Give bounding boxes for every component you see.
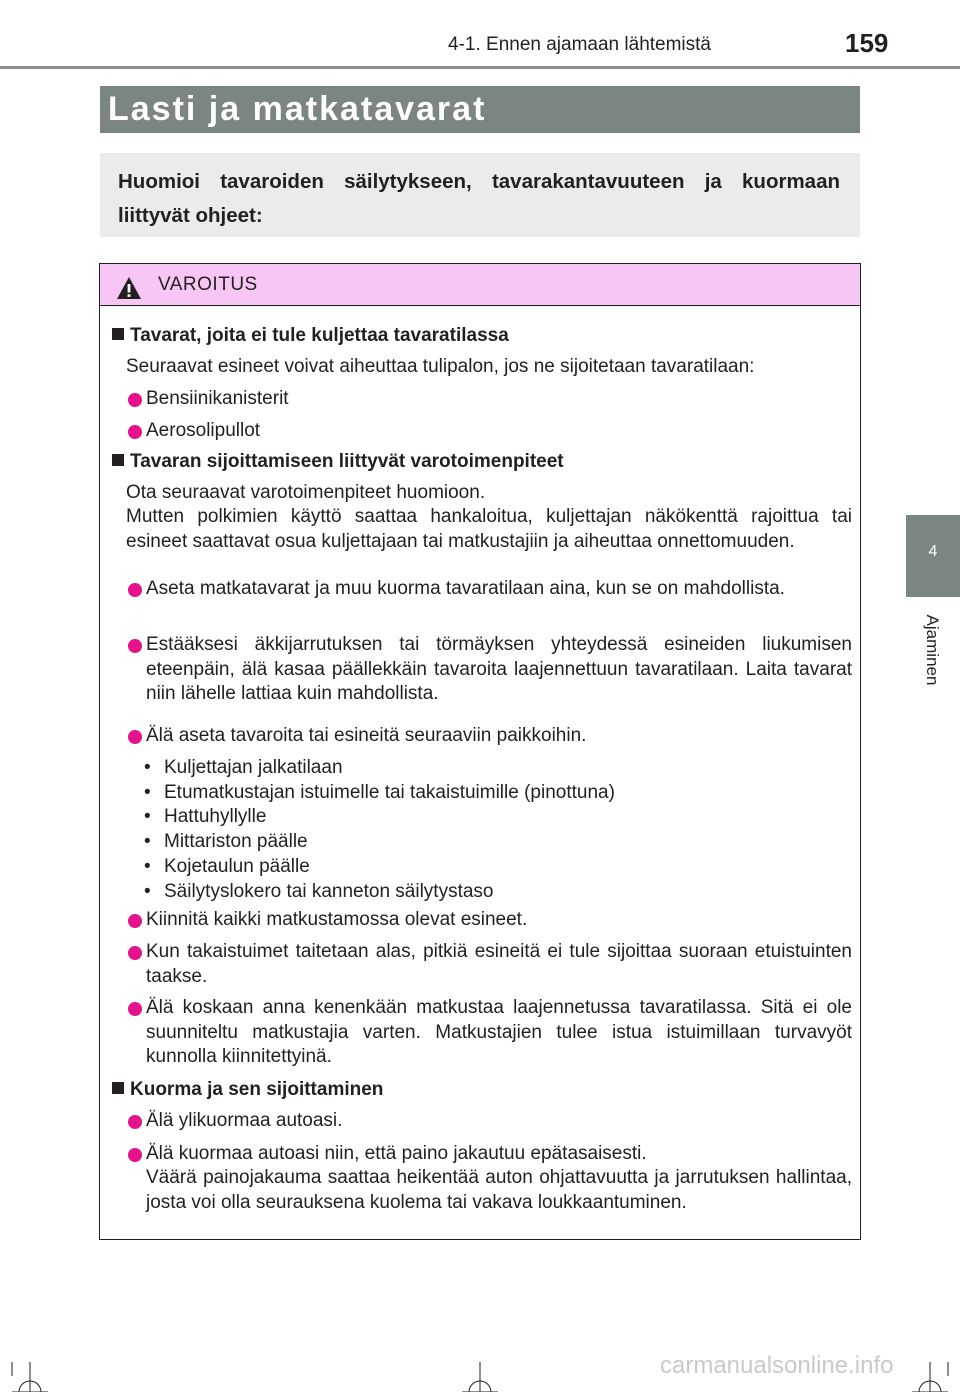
warning-bullet-text: Älä kuormaa autoasi niin, että paino jakautuu epätasaisesti. bbox=[146, 1143, 647, 1164]
warning-paragraph-text: Ota seuraavat varotoimenpiteet huomioon. bbox=[126, 482, 486, 503]
bullet-dot-icon bbox=[128, 425, 142, 439]
warning-paragraph bbox=[126, 481, 852, 506]
bullet-dot-icon bbox=[128, 1148, 142, 1162]
warning-paragraph bbox=[146, 1166, 852, 1215]
warning-sub-text: Mittariston päälle bbox=[164, 831, 308, 852]
warning-bullet-item bbox=[126, 996, 852, 1070]
warning-sub-item bbox=[144, 880, 844, 905]
warning-subheading bbox=[112, 450, 852, 475]
warning-sub-text: Kuljettajan jalkatilaan bbox=[164, 757, 343, 778]
warning-bullet-text: Aseta matkatavarat ja muu kuorma tavaratilaan aina, kun se on mahdollista. bbox=[146, 578, 785, 599]
bullet-dot-icon bbox=[128, 583, 142, 597]
sub-bullet-icon: • bbox=[144, 806, 151, 827]
warning-bullet-item bbox=[126, 724, 852, 749]
chapter-tab bbox=[906, 515, 960, 597]
page-number: 159 bbox=[845, 28, 889, 58]
warning-sub-text: Säilytyslokero tai kanneton säilytystaso bbox=[164, 881, 494, 902]
warning-subheading-text: Tavaran sijoittamiseen liittyvät varotoimenpiteet bbox=[130, 451, 564, 472]
warning-subheading bbox=[112, 1078, 852, 1103]
crop-mark-left bbox=[0, 1362, 60, 1392]
warning-paragraph-text: Väärä painojakauma saattaa heikentää auton ohjattavuutta ja jarrutuksen hallintaa, josta voi olla seurauksena kuolema tai vakava loukkaantuminen. bbox=[146, 1167, 852, 1213]
square-bullet-icon bbox=[112, 328, 124, 340]
warning-bullet-text: Älä koskaan anna kenenkään matkustaa laajennetussa tavaratilassa. Sitä ei ole suunniteltu matkustajia varten. Matkustajien tulee istua istuimillaan turvavyöt kunnolla kiinnitettyinä. bbox=[146, 997, 852, 1067]
warning-subheading bbox=[112, 324, 852, 349]
warning-paragraph-text: Mutten polkimien käyttö saattaa hankaloitua, kuljettajan näkökenttä rajoittua tai esineet saattavat osua kuljettajaan tai matkustajiin ja aiheuttaa onnettomuuden. bbox=[126, 506, 852, 552]
warning-paragraph bbox=[126, 505, 852, 554]
sub-bullet-icon: • bbox=[144, 856, 151, 877]
bullet-dot-icon bbox=[128, 1002, 142, 1016]
header-rule bbox=[0, 66, 960, 69]
sub-bullet-icon: • bbox=[144, 757, 151, 778]
warning-bullet-item bbox=[126, 940, 852, 989]
intro-box bbox=[100, 153, 860, 237]
chapter-label: Ajaminen bbox=[923, 614, 942, 686]
warning-subheading-text: Kuorma ja sen sijoittaminen bbox=[130, 1079, 384, 1100]
square-bullet-icon bbox=[112, 454, 124, 466]
warning-sub-text: Kojetaulun päälle bbox=[164, 856, 310, 877]
section-title-bar bbox=[100, 86, 860, 133]
warning-box bbox=[99, 263, 861, 1240]
warning-sub-text: Etumatkustajan istuimelle tai takaistuimille (pinottuna) bbox=[164, 782, 615, 803]
warning-subheading-text: Tavarat, joita ei tule kuljettaa tavaratilassa bbox=[130, 325, 509, 346]
warning-bullet-item bbox=[126, 633, 852, 707]
warning-sub-item bbox=[144, 855, 844, 880]
intro-text: Huomioi tavaroiden säilytykseen, tavarakantavuuteen ja kuormaan liittyvät ohjeet: bbox=[118, 170, 840, 227]
chapter-number: 4 bbox=[928, 543, 938, 560]
warning-bullet-item bbox=[126, 1142, 852, 1167]
warning-bullet-text: Älä ylikuormaa autoasi. bbox=[146, 1110, 343, 1131]
warning-paragraph bbox=[126, 355, 852, 380]
sub-bullet-icon: • bbox=[144, 831, 151, 852]
watermark: carmanualsonline.info bbox=[660, 1352, 894, 1379]
warning-bullet-text: Kun takaistuimet taitetaan alas, pitkiä esineitä ei tule sijoittaa suoraan etuistuinten taakse. bbox=[146, 941, 852, 987]
warning-bullet-item bbox=[126, 908, 852, 933]
warning-bullet-item bbox=[126, 577, 852, 602]
warning-label: VAROITUS bbox=[158, 274, 258, 295]
warning-sub-text: Hattuhyllylle bbox=[164, 806, 267, 827]
square-bullet-icon bbox=[112, 1082, 124, 1094]
section-title: Lasti ja matkatavarat bbox=[108, 90, 487, 128]
warning-sub-item bbox=[144, 830, 844, 855]
warning-paragraph-text: Seuraavat esineet voivat aiheuttaa tulipalon, jos ne sijoitetaan tavaratilaan: bbox=[126, 356, 755, 377]
running-header-section: 4-1. Ennen ajamaan lähtemistä bbox=[448, 34, 711, 55]
crop-mark-center bbox=[450, 1362, 510, 1392]
warning-sub-item bbox=[144, 781, 844, 806]
warning-bullet-item bbox=[126, 1109, 852, 1134]
warning-content bbox=[100, 264, 860, 1239]
bullet-dot-icon bbox=[128, 639, 142, 653]
warning-bullet-item bbox=[126, 419, 852, 444]
sub-bullet-icon: • bbox=[144, 782, 151, 803]
bullet-dot-icon bbox=[128, 730, 142, 744]
warning-bullet-text: Estääksesi äkkijarrutuksen tai törmäyksen yhteydessä esineiden liukumisen eteenpäin, älä kasaa päällekkäin tavaroita laajennettuun tavaratilaan. Laita tavarat niin lähelle lattiaa kuin mahdollista. bbox=[146, 634, 852, 704]
bullet-dot-icon bbox=[128, 946, 142, 960]
warning-bullet-item bbox=[126, 387, 852, 412]
warning-bullet-text: Kiinnitä kaikki matkustamossa olevat esineet. bbox=[146, 909, 528, 930]
warning-sub-item bbox=[144, 756, 844, 781]
warning-bullet-text: Aerosolipullot bbox=[146, 420, 261, 441]
warning-bullet-text: Bensiinikanisterit bbox=[146, 388, 289, 409]
sub-bullet-icon: • bbox=[144, 881, 151, 902]
crop-mark-right bbox=[900, 1362, 960, 1392]
warning-sub-item bbox=[144, 805, 844, 830]
bullet-dot-icon bbox=[128, 393, 142, 407]
bullet-dot-icon bbox=[128, 1115, 142, 1129]
bullet-dot-icon bbox=[128, 914, 142, 928]
warning-bullet-text: Älä aseta tavaroita tai esineitä seuraaviin paikkoihin. bbox=[146, 725, 587, 746]
